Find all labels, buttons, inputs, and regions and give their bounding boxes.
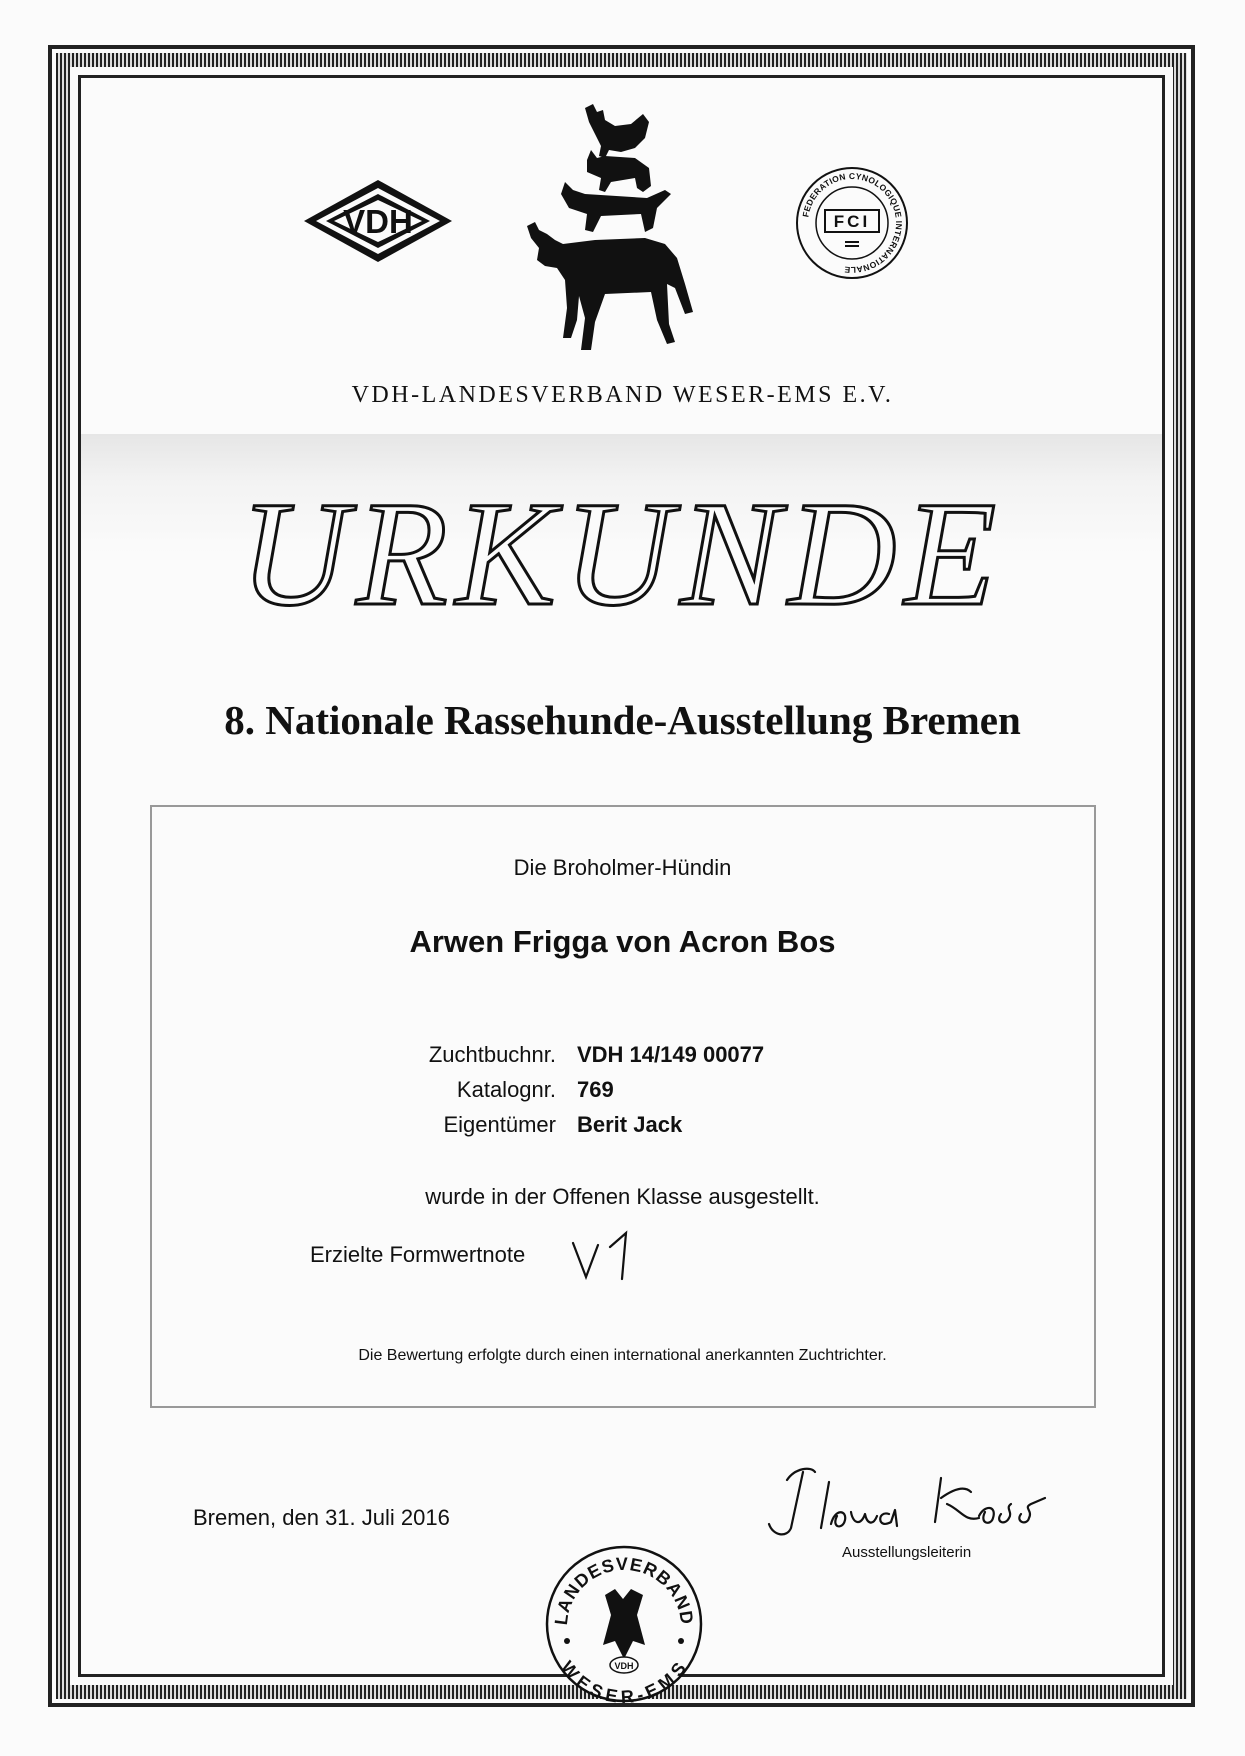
seal-bottom-text: WESER-EMS bbox=[556, 1657, 692, 1703]
grade-label: Erzielte Formwertnote bbox=[310, 1242, 526, 1267]
dog-details-box bbox=[150, 805, 1096, 1408]
landesverband-seal-icon bbox=[545, 1545, 703, 1703]
owner-value: Berit Jack bbox=[577, 1112, 683, 1137]
katalog-label: Katalognr. bbox=[456, 1077, 556, 1102]
grade-value-handwritten bbox=[570, 1225, 650, 1285]
class-line: wurde in der Offenen Klasse ausgestellt. bbox=[425, 1184, 820, 1209]
signature-role: Ausstellungsleiterin bbox=[842, 1544, 972, 1561]
certificate-title bbox=[200, 482, 1045, 622]
vdh-logo-icon bbox=[300, 176, 456, 266]
bremen-town-musicians-icon bbox=[525, 98, 725, 366]
katalog-value: 769 bbox=[577, 1077, 614, 1102]
certificate-title-text: URKUNDE bbox=[239, 482, 1005, 622]
breed-line: Die Broholmer-Hündin bbox=[513, 855, 732, 880]
event-title: 8. Nationale Rassehunde-Ausstellung Bremen bbox=[224, 697, 1021, 743]
signature-icon bbox=[765, 1458, 1065, 1548]
owner-label: Eigentümer bbox=[443, 1112, 556, 1137]
fci-seal-icon bbox=[795, 166, 909, 280]
fci-ring-text: FEDERATION CYNOLOGIQUE INTERNATIONALE bbox=[800, 170, 905, 276]
place-and-date: Bremen, den 31. Juli 2016 bbox=[193, 1505, 450, 1530]
zuchtbuch-value: VDH 14/149 00077 bbox=[577, 1042, 765, 1067]
zuchtbuch-label: Zuchtbuchnr. bbox=[428, 1042, 556, 1067]
vdh-logo-text: VDH bbox=[343, 203, 413, 240]
fci-center-text: FCI bbox=[833, 212, 871, 231]
seal-center-text: VDH bbox=[614, 1661, 634, 1671]
seal-top-text: LANDESVERBAND bbox=[550, 1553, 698, 1627]
association-name: VDH-LANDESVERBAND WESER-EMS E.V. bbox=[351, 382, 894, 408]
evaluation-note: Die Bewertung erfolgte durch einen international anerkannten Zuchtrichter. bbox=[358, 1347, 887, 1364]
dog-name: Arwen Frigga von Acron Bos bbox=[409, 924, 836, 959]
